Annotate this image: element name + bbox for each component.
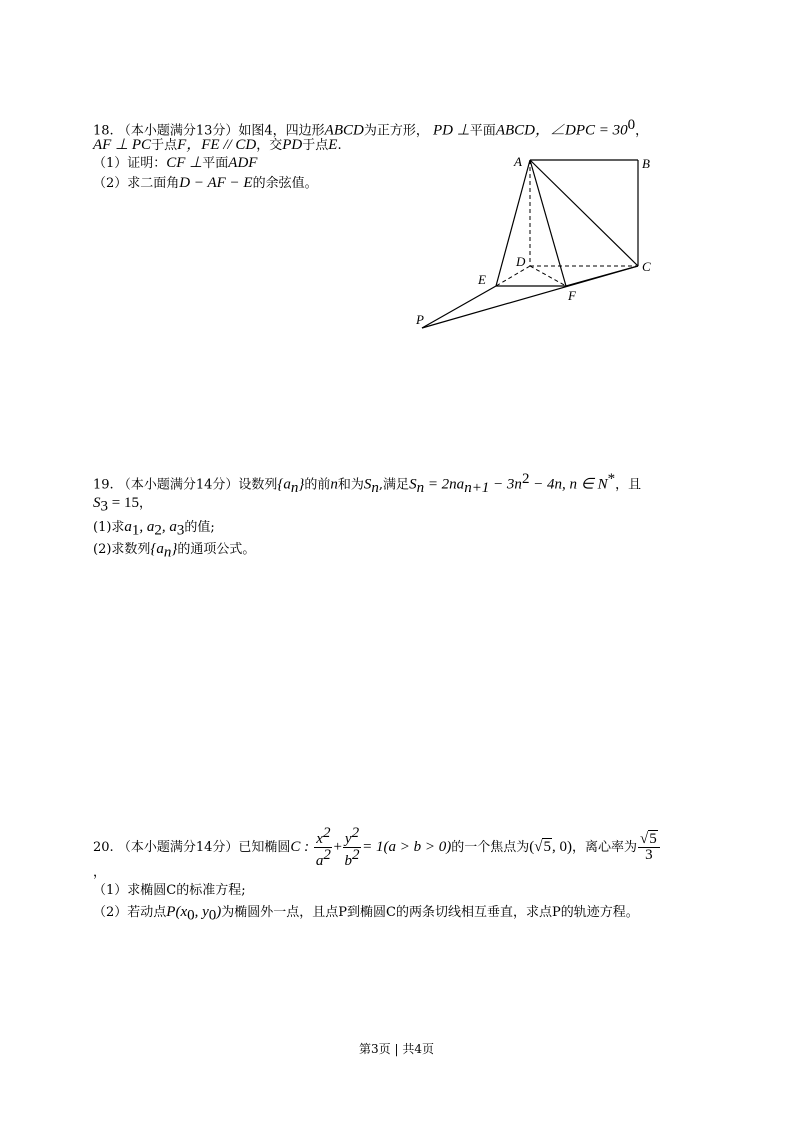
q20-plus: + bbox=[333, 839, 342, 855]
q19-t3: 和为 bbox=[337, 477, 364, 493]
q18-fe-cd: ，FE // CD bbox=[186, 137, 257, 153]
q18-part1-adf: ADF bbox=[228, 155, 258, 171]
q20-y: y bbox=[344, 831, 352, 847]
q19-part2-seq: {a bbox=[150, 541, 164, 557]
q20-t1: 已知椭圆 bbox=[238, 840, 291, 855]
q20-number: 20. bbox=[93, 840, 114, 855]
q18-pd-perp: PD ⊥ bbox=[432, 122, 470, 139]
q20-part2-p: P(x bbox=[166, 904, 188, 920]
q18-intro: 如图4，四边形 bbox=[238, 123, 325, 139]
q18-angle: ，∠DPC = 30 bbox=[534, 122, 628, 139]
edge-ac bbox=[530, 160, 638, 266]
q20-t2: 的一个焦点为 bbox=[451, 840, 530, 855]
q19-part1-sub3: 3 bbox=[176, 522, 185, 539]
q20-c: C : bbox=[290, 839, 310, 855]
q20-part2-tail: 为椭圆外一点，且点P到椭圆C的两条切线相互垂直，求点P的轨迹方程。 bbox=[221, 905, 639, 920]
q20-b-sup: 2 bbox=[352, 847, 360, 863]
q18-line-2 bbox=[93, 136, 342, 155]
q18-abcd: ABCD bbox=[324, 122, 364, 139]
q19-eq-tail1: − 3n bbox=[489, 476, 522, 493]
q19-s: S bbox=[363, 476, 372, 493]
q19-s3: S bbox=[93, 495, 101, 511]
q18-is-square: 为正方形， bbox=[363, 123, 429, 139]
q20-a: a bbox=[315, 853, 324, 869]
label-d: D bbox=[516, 254, 526, 269]
q19-part1-a: a bbox=[124, 519, 132, 535]
q19-s3-val: = 15 bbox=[108, 495, 139, 511]
q20-b: b bbox=[344, 853, 352, 869]
q19-eq-sq: 2 bbox=[521, 471, 530, 487]
q19-eq-s-sub: n bbox=[416, 479, 425, 496]
q20-comma: ， bbox=[93, 865, 107, 880]
q18-at-e: 于点 bbox=[302, 138, 329, 153]
q20-ecc-num: √5 bbox=[638, 832, 660, 848]
q20-focus-close: , 0) bbox=[551, 839, 572, 855]
q20-ecc-frac bbox=[638, 832, 660, 863]
q20-part2 bbox=[93, 903, 639, 925]
q20-part1-text: （1）求椭圆C的标准方程; bbox=[93, 883, 246, 898]
q20-part1 bbox=[93, 882, 246, 900]
q18-part2 bbox=[93, 174, 318, 193]
q19-seq: {a bbox=[277, 476, 291, 493]
q19-eq-tail2: − 4n, n ∈ N bbox=[529, 476, 608, 493]
label-a: A bbox=[514, 154, 522, 169]
q19-part1-a2: , a bbox=[139, 519, 155, 535]
q20-frac-x bbox=[314, 826, 332, 869]
edge-af bbox=[530, 160, 566, 286]
q18-comma: ， bbox=[635, 123, 649, 139]
q19-part1-a3: , a bbox=[161, 519, 177, 535]
q20-a-sup: 2 bbox=[323, 847, 331, 863]
q20-eq: = 1(a > b > 0) bbox=[362, 839, 452, 855]
q19-part2 bbox=[93, 540, 255, 562]
q20-part2-close: ) bbox=[216, 904, 222, 920]
q20-frac-y-den bbox=[343, 848, 361, 869]
q20-ecc-root: 5 bbox=[649, 831, 657, 847]
label-c: C bbox=[642, 259, 651, 274]
q20-part2-mid: , y bbox=[194, 904, 209, 920]
q20-part2-label: （2）若动点 bbox=[93, 905, 167, 920]
q20-part2-sub0: 0 bbox=[187, 907, 195, 924]
q19-t2: 的前 bbox=[304, 477, 331, 493]
q20-points: （本小题满分14分） bbox=[117, 840, 239, 855]
q19-eq-s: S bbox=[409, 476, 417, 493]
label-b: B bbox=[642, 156, 650, 171]
q20-focus-root: 5 bbox=[543, 839, 551, 855]
label-p: P bbox=[416, 312, 424, 327]
q18-part1 bbox=[93, 154, 257, 173]
q18-part2-tail: 的余弦值。 bbox=[252, 176, 318, 191]
q20-focus-open: ( bbox=[529, 839, 535, 855]
q19-points: （本小题满分14分） bbox=[117, 477, 239, 493]
q19-part1-label: (1)求 bbox=[93, 520, 125, 535]
q20-frac-x-den bbox=[314, 848, 332, 869]
q20-frac-x-num bbox=[314, 826, 332, 848]
edge-pe bbox=[422, 286, 496, 328]
q18-part2-math: D − AF − E bbox=[179, 175, 253, 191]
q19-star: * bbox=[607, 471, 616, 487]
q20-frac-y bbox=[343, 826, 361, 869]
q20-comma-line bbox=[93, 864, 106, 882]
label-e: E bbox=[478, 272, 486, 287]
q18-af-perp-pc: AF ⊥ PC bbox=[93, 137, 152, 153]
q19-line-2 bbox=[93, 494, 152, 516]
q19-part1-sub1: 1 bbox=[131, 522, 140, 539]
q20-t3: ，离心率为 bbox=[571, 840, 637, 855]
q19-line-1 bbox=[93, 470, 641, 497]
q18-number: 18. bbox=[93, 123, 114, 139]
q20-y-sup: 2 bbox=[351, 825, 360, 841]
q19-part1 bbox=[93, 518, 215, 540]
q18-points: （本小题满分13分） bbox=[117, 123, 239, 139]
label-f: F bbox=[568, 288, 576, 303]
q19-number: 19. bbox=[93, 477, 114, 493]
q19-t1: 设数列 bbox=[238, 477, 278, 493]
q18-e: E bbox=[328, 137, 338, 153]
q19-part2-close: } bbox=[171, 541, 178, 557]
q19-eq-a-sub: n+1 bbox=[464, 479, 490, 496]
q19-eq-mid: = 2na bbox=[424, 476, 465, 493]
edge-pc bbox=[422, 266, 638, 328]
q20-x-sup: 2 bbox=[322, 825, 331, 841]
q19-seq-sub: n bbox=[290, 479, 299, 496]
page-footer: 第3页 | 共4页 bbox=[359, 1042, 434, 1056]
q19-s3-end: ， bbox=[138, 496, 152, 511]
q19-part2-sub: n bbox=[163, 544, 172, 561]
q19-s-sub: n bbox=[371, 479, 379, 496]
q18-end: . bbox=[337, 138, 342, 153]
q19-n: n bbox=[330, 476, 338, 493]
q19-t5: ，且 bbox=[615, 477, 642, 493]
q18-part1-math: CF ⊥ bbox=[166, 155, 203, 171]
q18-f: F bbox=[177, 137, 187, 153]
q18-cross-pd: ，交 bbox=[256, 138, 283, 153]
q19-part1-sub2: 2 bbox=[154, 522, 162, 539]
q19-t4: ,满足 bbox=[378, 477, 410, 493]
q18-abcd2: ABCD bbox=[495, 122, 535, 139]
q18-part1-label: （1）证明： bbox=[93, 156, 167, 171]
q20-ecc-den: 3 bbox=[645, 847, 653, 863]
q18-plane: 平面 bbox=[469, 123, 496, 139]
q19-part2-tail: 的通项公式。 bbox=[177, 542, 256, 557]
q18-part2-label: （2）求二面角 bbox=[93, 176, 180, 191]
q20-frac-y-num bbox=[343, 826, 361, 848]
q19-s3-sub: 3 bbox=[100, 498, 108, 515]
q18-part1-plane: 平面 bbox=[202, 156, 229, 171]
q18-pd: PD bbox=[282, 137, 303, 153]
q18-degree: 0 bbox=[627, 117, 636, 133]
q19-part2-label: (2)求数列 bbox=[93, 542, 151, 557]
q18-at-f: 于点 bbox=[151, 138, 178, 153]
q20-focus-sqrt: √5 bbox=[534, 839, 551, 855]
q18-figure bbox=[410, 150, 660, 340]
q19-seq-close: } bbox=[298, 476, 305, 493]
q20-line-1 bbox=[93, 826, 661, 869]
q19-part1-tail: 的值; bbox=[184, 520, 215, 535]
q20-x: x bbox=[316, 831, 323, 847]
q20-part2-sub0b: 0 bbox=[208, 907, 217, 924]
